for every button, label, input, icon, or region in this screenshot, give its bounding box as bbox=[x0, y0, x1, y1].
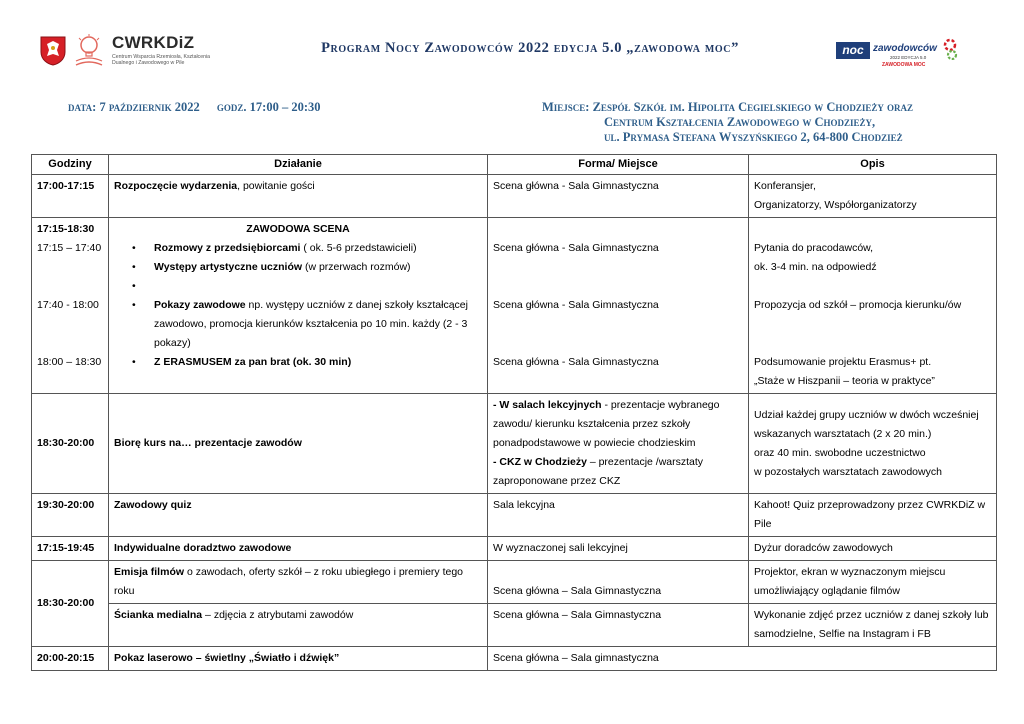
desc-line: Podsumowanie projektu Erasmus+ pt. bbox=[754, 356, 932, 368]
row-description bbox=[749, 218, 997, 394]
table-row bbox=[32, 175, 997, 218]
gear-icon bbox=[940, 38, 960, 60]
item-bold: Z ERASMUSEM za pan brat (ok. 30 min) bbox=[154, 356, 352, 368]
row-time: 17:00-17:15 bbox=[32, 175, 109, 218]
logo-noc-badge: noc bbox=[836, 42, 870, 59]
logo-main-text: zawodowców bbox=[873, 43, 937, 54]
table-row bbox=[32, 647, 997, 671]
col-header-place: Forma/ Miejsce bbox=[488, 155, 749, 175]
table-header-row bbox=[32, 155, 997, 175]
desc-line: Udział każdej grupy uczniów w dwóch wcześniej wskazanych warsztatach (2 x 20 min.) bbox=[754, 408, 979, 440]
place-bold: - CKZ w Chodzieży bbox=[493, 456, 587, 468]
list-item bbox=[154, 296, 482, 353]
place-text: - prezentacje wybranego zawodu/ kierunku kształcenia przez szkoły ponadpodstawowe w powiecie chodzieskim bbox=[493, 399, 720, 449]
row-description: Dyżur doradców zawodowych bbox=[749, 537, 997, 561]
row-description: Projektor, ekran w wyznaczonym miejscu umożliwiający oglądanie filmów bbox=[749, 561, 997, 604]
row-place: Scena główna – Sala Gimnastyczna bbox=[488, 604, 749, 647]
desc-line: Propozycja od szkół – promocja kierunku/ów bbox=[754, 299, 962, 311]
row-description: Kahoot! Quiz przeprowadzony przez CWRKDiZ w Pile bbox=[749, 494, 997, 537]
logo-tag-text: ZAWODOWA MOC bbox=[882, 62, 926, 68]
scene-title: ZAWODOWA SCENA bbox=[246, 223, 350, 235]
place-line: Scena główna - Sala Gimnastyczna bbox=[493, 356, 659, 368]
action-text: o zawodach, oferty szkół – z roku ubiegłego i premiery tego roku bbox=[114, 566, 464, 597]
item-bold: Występy artystyczne uczniów bbox=[154, 261, 303, 273]
noc-zawodowcow-logo bbox=[836, 36, 960, 70]
desc-line: Organizatorzy, Współorganizatorzy bbox=[754, 199, 917, 211]
row-action bbox=[109, 218, 488, 394]
row-time: 19:30-20:00 bbox=[32, 494, 109, 537]
row-place: Scena główna – Sala gimnastyczna bbox=[488, 647, 997, 671]
col-header-action: Działanie bbox=[109, 155, 488, 175]
row-place bbox=[488, 394, 749, 494]
row-action: Pokaz laserowo – świetlny „Światło i dźwięk” bbox=[109, 647, 488, 671]
col-header-hours: Godziny bbox=[32, 155, 109, 175]
desc-line: oraz 40 min. swobodne uczestnictwo bbox=[754, 446, 926, 459]
row-place bbox=[488, 218, 749, 394]
event-date-time bbox=[68, 100, 335, 115]
event-date: data: 7 październik 2022 bbox=[68, 100, 200, 114]
row-time bbox=[32, 218, 109, 394]
place-line: Scena główna - Sala Gimnastyczna bbox=[493, 299, 659, 311]
place-line: Scena główna – Sala Gimnastyczna bbox=[493, 585, 662, 597]
table-row bbox=[32, 394, 997, 494]
row-action bbox=[109, 175, 488, 218]
time-slot: 17:15 – 17:40 bbox=[37, 242, 102, 254]
list-item bbox=[154, 353, 482, 372]
row-action bbox=[109, 561, 488, 604]
desc-line: Konferansjer, bbox=[754, 180, 816, 192]
place-line-3: ul. Prymasa Stefana Wyszyńskiego 2, 64-800 Chodzież bbox=[604, 130, 903, 144]
event-place bbox=[542, 100, 913, 145]
action-text: – zdjęcia z atrybutami zawodów bbox=[202, 609, 354, 621]
event-time: godz. 17:00 – 20:30 bbox=[216, 100, 321, 114]
row-time: 18:30-20:00 bbox=[32, 561, 109, 647]
table-row bbox=[32, 218, 997, 394]
place-line: Scena główna - Sala Gimnastyczna bbox=[493, 242, 659, 254]
row-time: 18:30-20:00 bbox=[32, 394, 109, 494]
item-bold: Rozmowy z przedsiębiorcami bbox=[154, 242, 301, 254]
item-bold: Pokazy zawodowe bbox=[154, 299, 246, 311]
place-text: – prezentacje /warsztaty zaproponowane przez CKZ bbox=[493, 456, 704, 487]
logo-edition-text: 2022 EDYCJA 5.0 bbox=[890, 55, 927, 60]
item-text: ( ok. 5-6 przedstawicieli) bbox=[300, 242, 417, 254]
table-row bbox=[32, 494, 997, 537]
row-description bbox=[749, 394, 997, 494]
time-main: 17:15-18:30 bbox=[37, 223, 95, 235]
desc-line: ok. 3-4 min. na odpowiedź bbox=[754, 261, 877, 273]
desc-line: „Staże w Hiszpanii – teoria w praktyce” bbox=[754, 375, 935, 387]
desc-line: w pozostałych warsztatach zawodowych bbox=[754, 465, 942, 478]
logo-subtitle-1: Centrum Wsparcia Rzemiosła, Kształcenia bbox=[112, 54, 211, 60]
item-text: np. występy uczniów z danej szkoły kształcącej zawodowo, promocja kierunków kształcenia po 10 min. każdy (2 - 3 pokazy) bbox=[154, 299, 468, 349]
cwrkdiz-logo bbox=[72, 33, 232, 69]
action-text: , powitanie gości bbox=[237, 180, 315, 192]
row-description bbox=[749, 175, 997, 218]
coat-of-arms-icon bbox=[40, 36, 66, 66]
page-title: Program Nocy Zawodowców 2022 edycja 5.0 „zawodowa moc” bbox=[321, 40, 739, 56]
row-place: Scena główna - Sala Gimnastyczna bbox=[488, 175, 749, 218]
row-place: Sala lekcyjna bbox=[488, 494, 749, 537]
col-header-description: Opis bbox=[749, 155, 997, 175]
scene-list bbox=[114, 239, 482, 372]
row-time: 20:00-20:15 bbox=[32, 647, 109, 671]
table-row bbox=[32, 537, 997, 561]
row-action: Biorę kurs na… prezentacje zawodów bbox=[109, 394, 488, 494]
time-slot: 17:40 - 18:00 bbox=[37, 299, 99, 311]
list-item bbox=[154, 239, 482, 258]
table-row bbox=[32, 604, 997, 647]
action-bold: Ścianka medialna bbox=[114, 609, 203, 621]
item-text: (w przerwach rozmów) bbox=[302, 261, 411, 273]
row-place: W wyznaczonej sali lekcyjnej bbox=[488, 537, 749, 561]
action-bold: Rozpoczęcie wydarzenia bbox=[114, 180, 238, 192]
schedule-table bbox=[31, 154, 997, 671]
row-time: 17:15-19:45 bbox=[32, 537, 109, 561]
row-description: Wykonanie zdjęć przez uczniów z danej szkoły lub samodzielne, Selfie na Instagram i FB bbox=[749, 604, 997, 647]
place-line-2: Centrum Kształcenia Zawodowego w Chodzieży, bbox=[604, 115, 876, 129]
row-action bbox=[109, 604, 488, 647]
row-action: Zawodowy quiz bbox=[109, 494, 488, 537]
action-bold: Emisja filmów bbox=[114, 566, 185, 578]
place-line-1: Miejsce: Zespół Szkół im. Hipolita Cegielskiego w Chodzieży oraz bbox=[542, 100, 914, 114]
row-action: Indywidualne doradztwo zawodowe bbox=[109, 537, 488, 561]
list-item bbox=[154, 258, 482, 277]
logo-name: CWRKDiZ bbox=[112, 33, 195, 52]
time-slot: 18:00 – 18:30 bbox=[37, 356, 102, 368]
row-place bbox=[488, 561, 749, 604]
place-bold: - W salach lekcyjnych bbox=[493, 399, 602, 411]
desc-line: Pytania do pracodawców, bbox=[754, 242, 874, 254]
bulb-book-icon bbox=[72, 33, 106, 69]
logo-subtitle-2: Dualnego i Zawodowego w Pile bbox=[112, 60, 185, 66]
table-row bbox=[32, 561, 997, 604]
